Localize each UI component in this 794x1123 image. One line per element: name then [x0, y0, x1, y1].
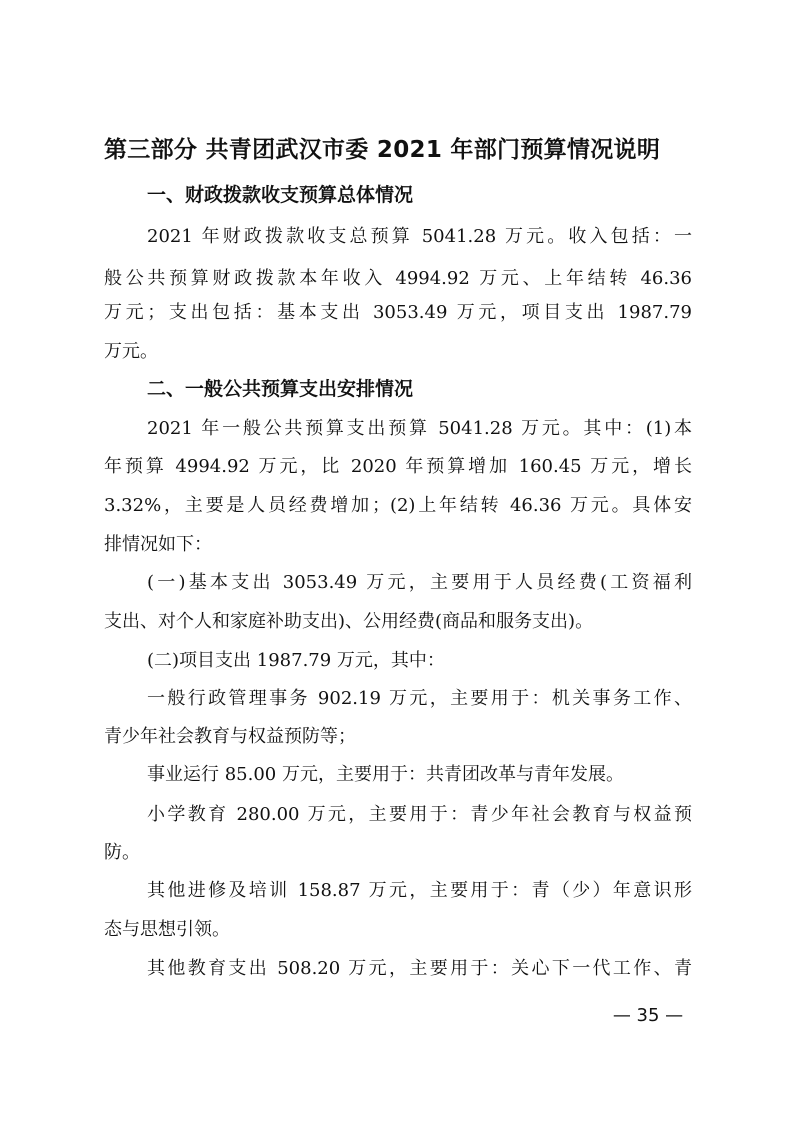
paragraph-line: 其他教育支出 508.20 万元，主要用于：关心下一代工作、青: [147, 958, 692, 979]
document-title: 第三部分 共青团武汉市委 2021 年部门预算情况说明: [104, 137, 661, 163]
paragraph-line: 3.32%，主要是人员经费增加；(2)上年结转 46.36 万元。具体安: [104, 495, 692, 516]
paragraph-line: 防。: [104, 842, 140, 863]
paragraph-line: 2021 年一般公共预算支出预算 5041.28 万元。其中：(1)本: [147, 418, 692, 439]
page-number: — 35 —: [612, 1005, 684, 1026]
paragraph-line: (二)项目支出 1987.79 万元，其中：: [147, 650, 445, 671]
paragraph-line: 事业运行 85.00 万元，主要用于：共青团改革与青年发展。: [147, 764, 624, 785]
paragraph-line: (一)基本支出 3053.49 万元，主要用于人员经费(工资福利: [147, 572, 692, 593]
paragraph-line: 一般行政管理事务 902.19 万元，主要用于：机关事务工作、: [147, 688, 692, 709]
paragraph-line: 年预算 4994.92 万元，比 2020 年预算增加 160.45 万元，增长: [104, 456, 692, 477]
paragraph-line: 态与思想引领。: [104, 919, 230, 940]
paragraph-line: 排情况如下：: [104, 534, 212, 555]
paragraph-line: 2021 年财政拨款收支总预算 5041.28 万元。收入包括：一: [147, 226, 692, 247]
paragraph-line: 支出、对个人和家庭补助支出)、公用经费(商品和服务支出)。: [104, 611, 594, 632]
paragraph-line: 青少年社会教育与权益预防等；: [104, 726, 356, 747]
section-heading-fiscal-overview: 一、财政拨款收支预算总体情况: [147, 184, 414, 206]
paragraph-line: 般公共预算财政拨款本年收入 4994.92 万元、上年结转 46.36: [104, 268, 692, 289]
paragraph-line: 其他进修及培训 158.87 万元，主要用于：青（少）年意识形: [147, 880, 692, 901]
paragraph-line: 小学教育 280.00 万元，主要用于：青少年社会教育与权益预: [147, 804, 692, 825]
section-heading-general-budget: 二、一般公共预算支出安排情况: [147, 378, 414, 400]
paragraph-line: 万元；支出包括：基本支出 3053.49 万元，项目支出 1987.79: [104, 302, 692, 323]
paragraph-line: 万元。: [104, 341, 158, 362]
